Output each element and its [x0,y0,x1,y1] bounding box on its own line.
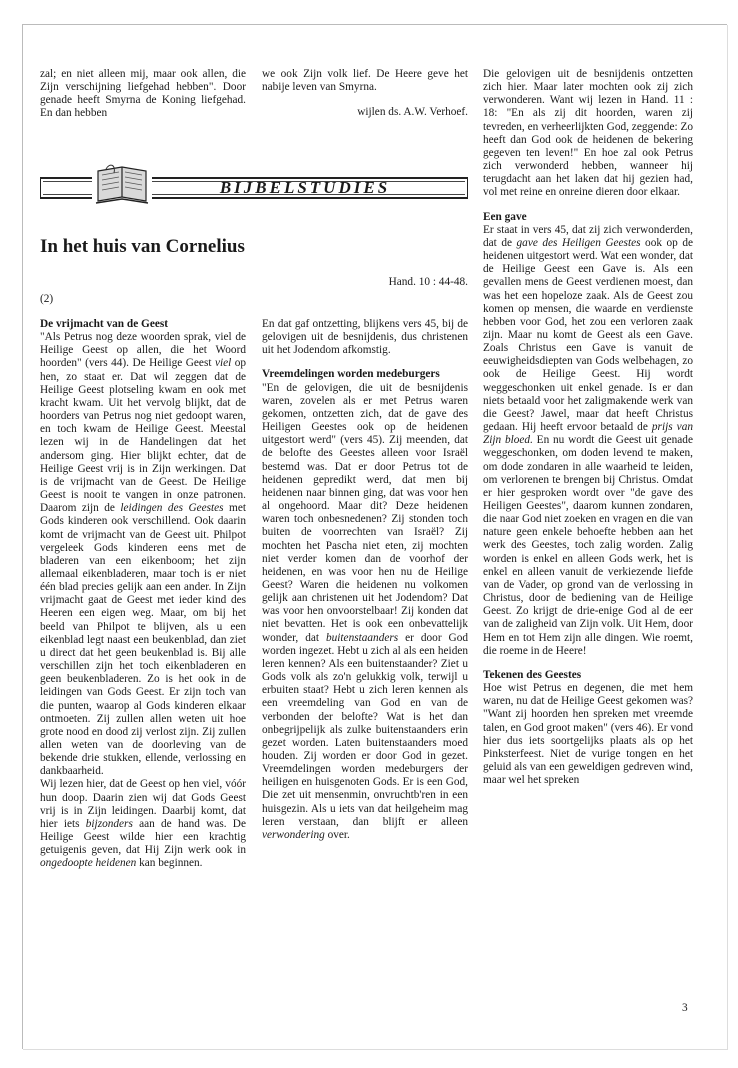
book-icon [92,163,152,207]
section-heading: Tekenen des Geestes [483,668,582,681]
paragraph: we ook Zijn volk lief. De Heere geve het nabije leven van Smyrna. [262,68,468,94]
column-1-article [40,318,246,871]
paragraph: Wij lezen hier, dat de Geest op hen viel, vóór hun doop. Daarin zien wij dat Gods Geest vrij is in Zijn leidingen. Daarbij komt, dat hier iets bijzonders aan de hand was. De Heilige Geest wilde hier een krachtig getuigenis geven, dat Hij Zijn werk ook in ongedoopte heidenen kan beginnen. [40,778,246,870]
column-1-top [40,68,246,121]
paragraph: "En de gelovigen, die uit de besnijdenis waren, zovelen als er met Petrus waren gekomen, ontzetten zich, dat de gave des Heiligen Geestes ook op de heidenen uitgestort werd" (vers 45). Zij meenden, dat de belofte des Geestes alleen voor Israël bestemd was. Dat er door Petrus tot de heidenen gepredikt werd, dat men bij heidenen naar binnen ging, dat was voor hen al ongehoord. Maar dit? Deze heidenen waren toch onbesnedenen? Zij stonden toch buiten de voorrechten van Israël? Zij mochten het Pascha niet eten, zij mochten niet verder komen dan de voorhof der heidenen, en was voor hen nu de Heilige Geest? Waren die heidenen nu volkomen gelijk aan christenen uit het Jodendom? Dat was voor hen onvoorstelbaar! Zij konden dat niet bevatten. Het is ook een onbevattelijk wonder, dat buitenstaanders er door God worden ingezet. Hebt u zich al als een heiden leren kennen? Als een buitenstaander? Ziet u Gods volk als zo'n gelukkig volk, terwijl u erbuiten staat? Hebt u zich leren kennen als een vreemdeling van God en van de verbonden der belofte? Wat is het dan onbegrijpelijk als zulke buitenstaanders erin gezet worden. Laten buitenstaanders moed houden. Zij worden er door God in gezet. Vreemdelingen worden medeburgers der heiligen en huisgenoten Gods. Er is een God, Die zet uit mensenmin, onvruchtb'ren in een huisgezin. Als u iets van dat heilgeheim mag leren verstaan, dan blijft er alleen verwondering over. [262,381,468,841]
part-number: (2) [40,293,54,305]
section-heading: De vrijmacht van de Geest [40,318,169,330]
scripture-reference: Hand. 10 : 44-48. [388,276,468,288]
section-heading: Vreemdelingen worden medeburgers [262,368,440,381]
banner-title: BIJBELSTUDIES [219,178,391,197]
column-3-article [483,68,693,787]
page-number: 3 [682,1002,688,1014]
column-2-top [262,68,468,119]
column-2-article [262,318,468,842]
paragraph: zal; en niet alleen mij, maar ook allen, die Zijn verschijning liefgehad hebben". Door genade heeft Smyrna de Koning liefgehad. En dan hebben [40,68,246,120]
paragraph: Er staat in vers 45, dat zij zich verwonderden, dat de gave des Heiligen Geestes ook op de heidenen uitgestort werd. Wat een wonder, dat de Heilige Geest een Gave is. Als een gevallen mens de Geest verdienen moest, dan was het een hopeloze zaak. Als de Geest zou komen op mensen, die waarde en verdienste hebben voor God, het zou een verloren zaak zijn. Maar nu komt de Geest als een Gave. Zoals Christus een Gave is vanuit de eeuwigheidsdiepten van Gods welbehagen, zo ook de Heilige Geest. Hij wordt weggeschonken uit enkel genade. Is er dan niets betaald voor het zaligmakende werk van die Geest? Jawel, maar dat heeft Christus gedaan. Hij heeft ervoor betaald de prijs van Zijn bloed. En nu wordt die Geest uit genade weggeschonken, om doden levend te maken, om dode zondaren in alle waarheid te leiden, om verlorenen te brengen bij Christus. Omdat er hier gesproken wordt over "de gave des Heiligen Geestes", daarom kunnen zondaren, die naar God niet zoeken en vragen en die van nature geen enkele behoefte hebben aan het werk des Geestes, toch zalig worden. Zalig worden is enkel en alleen Gods werk, het is enkel en alleen vanuit de verkiezende liefde van de Vader, op grond van de verlossing in Christus, door de bediening van de Heilige Geest. Zo krijgt de drie-enige God al de eer van de zaligheid van Zijn volk. Uit Hem, door Hem en tot Hem zijn alle dingen. Wie roemt, die roeme in de Heere! [483,223,693,657]
paragraph: Die gelovigen uit de besnijdenis ontzetten zich hier. Maar later mochten ook zij zich verwonderen. Want wij lezen in Hand. 11 : 18: "En als zij dit hoorden, waren zij tevreden, en verheerlijkten God, zeggende: Zo heeft dan God ook de heidenen de bekering gegeven ten leven!" En hoe zal ook Petrus zich verwonderd hebben, wanneer hij terugdacht aan het laken dat hij gezien had, vol met reine en onreine dieren door elkaar. [483,68,693,199]
signature: wijlen ds. A.W. Verhoef. [357,106,468,119]
article-title: In het huis van Cornelius [40,236,245,257]
section-banner [40,163,468,205]
paragraph: "Als Petrus nog deze woorden sprak, viel de Heilige Geest op allen, die het Woord hoorden" (vers 44). De Heilige Geest viel op hen, zo staat er. Dat wil zeggen dat de Heilige Geest plotseling kwam en ook met kracht kwam. Uit het vervolg blijkt, dat de hoorders van Petrus nog niet gedoopt waren, en toch kwam de Heilige Geest. Meestal lezen wij in de Handelingen dat het andersom ging. Hier blijkt echter, dat de Heilige Geest vrij is in Zijn werkingen. Dat is de vrijmacht van de Geest. De Heilige Geest is nooit te vangen in onze patronen. Daarom zijn de leidingen des Geestes met Gods kinderen ook verschillend. Ook daarin komt de vrijmacht van de Geest uit. Philpot vergeleek Gods kinderen eens met de bladeren van een eikenboom; het zijn allemaal eikenbladeren, maar toch is er niet één blad precies gelijk aan een ander. In Zijn vrijmacht gaat de Geest met ieder kind des Heeren een eigen weg. Maar, om bij het beeld van Philpot te blijven, als u een eikenblad legt naast een beukenblad, dan ziet u direct dat het geen beukenblad is. Bij alle verschillen zijn het toch eikenbladeren en geen beukenbladeren. Zo is het ook in de leidingen van Gods Geest. Er zijn toch van die punten, waarop al Gods kinderen elkaar ontmoeten. Zij zullen allen weten uit hoe grote nood en dood zij verlost zijn. Zij zullen allen weten van de doorleving van de bekende drie stukken, ellende, verlossing en dankbaarheid. [40,331,246,778]
paragraph: Hoe wist Petrus en degenen, die met hem waren, nu dat de Heilige Geest gekomen was? "Want zij hoorden hen spreken met vreemde talen, en God groot maken" (vers 46). Er vond hier dus iets soortgelijks plaats als op het Pinksterfeest. Niet de vurige tongen en het geluid als van een geweldigen gedreven wind, maar wel het spreken [483,682,693,787]
section-heading: Een gave [483,210,527,223]
paragraph: En dat gaf ontzetting, blijkens vers 45, bij de gelovigen uit de besnijdenis, dus christenen uit het Jodendom afkomstig. [262,318,468,357]
